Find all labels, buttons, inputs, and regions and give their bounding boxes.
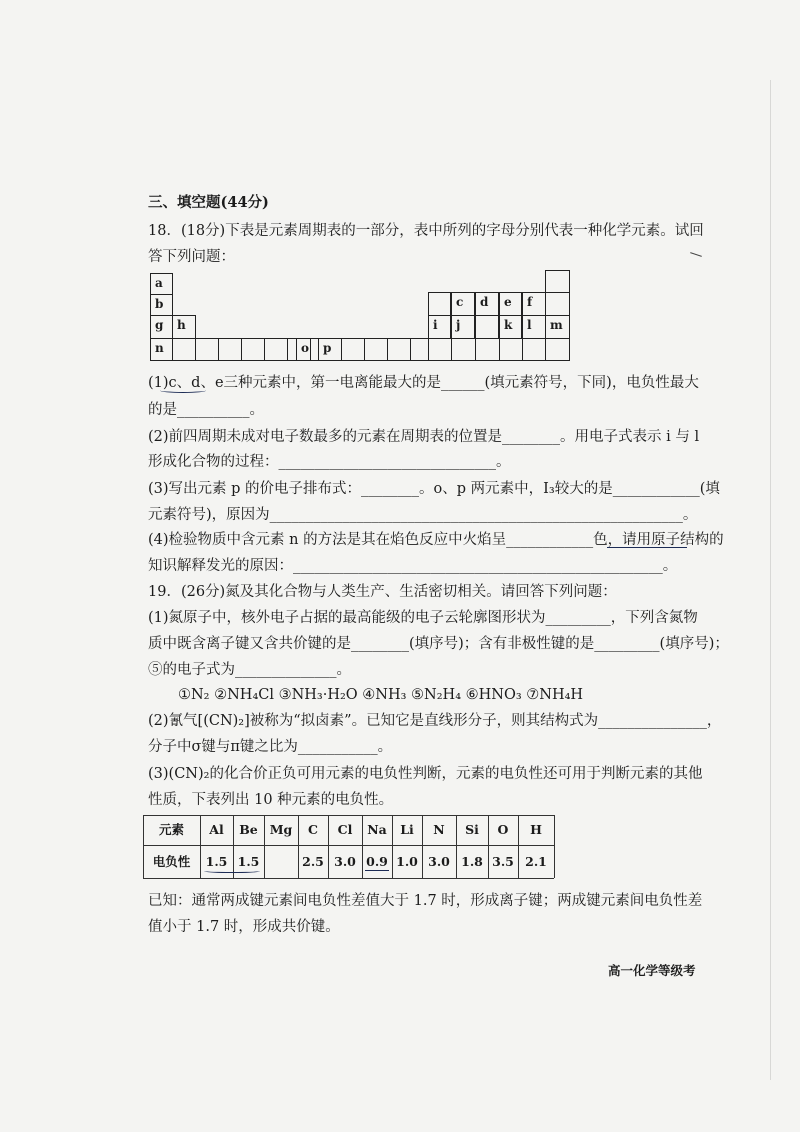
cell-d: d [475, 292, 499, 316]
q18-p3-line2: 元素符号)，原因为_________________________________________________________。 [148, 507, 698, 523]
q18-p2-line2: 形成化合物的过程：______________________________。 [148, 454, 511, 470]
cell-top-right [545, 270, 570, 293]
cell-l: l [522, 315, 546, 339]
q18-intro-line1: 18．(18分)下表是元素周期表的一部分，表中所列的字母分别代表一种化学元素。试回 [148, 223, 704, 239]
pen-underline [160, 388, 206, 393]
cell-r4-10 [341, 338, 365, 361]
cell-row2-6 [545, 292, 570, 316]
q19-known-line2: 值小于 1.7 时，形成共价键。 [148, 919, 340, 935]
element-cl: Cl [337, 822, 353, 837]
cell-j: j [451, 315, 475, 339]
element-si: Si [465, 822, 479, 837]
value-li: 1.0 [396, 854, 418, 869]
cell-r4-18 [522, 338, 546, 361]
pen-underline [607, 545, 687, 548]
q18-intro-line2: 答下列问题： [148, 249, 235, 265]
header-electronegativity: 电负性 [152, 854, 191, 869]
cell-r4-11 [364, 338, 388, 361]
scan-edge [770, 80, 771, 1080]
cell-row3-empty [475, 315, 499, 339]
element-li: Li [400, 822, 414, 837]
cell-r4-4 [218, 338, 242, 361]
element-n: N [433, 822, 445, 837]
cell-r4-17 [499, 338, 523, 361]
table-rule [554, 815, 555, 878]
q19-p1-line2: 质中既含离子键又含共价键的是________(填序号)；含有非极性键的是_________(填序号)； [148, 636, 729, 652]
cell-g: g [150, 315, 173, 339]
q19-intro: 19．(26分)氮及其化合物与人类生产、生活密切相关。请回答下列问题： [148, 584, 617, 600]
value-na: 0.9 [366, 854, 388, 869]
element-na: Na [367, 822, 387, 837]
cell-m: m [545, 315, 570, 339]
q18-p4-line2: 知识解释发光的原因：___________________________________________________。 [148, 558, 678, 574]
cell-c: c [451, 292, 475, 316]
cell-r4-3 [195, 338, 219, 361]
q18-p4-line1: (4)检验物质中含元素 n 的方法是其在焰色反应中火焰呈____________色，请用原子结构的 [148, 532, 724, 548]
q18-p3-line1: (3)写出元素 p 的价电子排布式：________。o、p 两元素中，I₃较大的是____________(填 [148, 481, 720, 497]
cell-n: n [150, 338, 173, 361]
cell-r4-15 [451, 338, 476, 361]
q19-p2-line2: 分子中σ键与π键之比为___________。 [148, 739, 393, 755]
element-be: Be [239, 822, 258, 837]
cell-h: h [172, 315, 196, 339]
table-rule [143, 878, 554, 879]
q19-p2-line1: (2)氰气[(CN)₂]被称为“拟卤素”。已知它是直线形分子，则其结构式为_______________， [148, 713, 722, 729]
q18-p1-line1: (1)c、d、e三种元素中，第一电离能最大的是______(填元素符号，下同)，电负性最大 [148, 375, 699, 391]
pen-stroke [690, 252, 702, 257]
cell-p: p [318, 338, 342, 361]
value-o: 3.5 [492, 854, 514, 869]
value-si: 1.8 [461, 854, 483, 869]
cell-f: f [522, 292, 546, 316]
cell-r4-19 [545, 338, 570, 361]
value-n: 3.0 [428, 854, 450, 869]
q19-p3-line1: (3)(CN)₂的化合价正负可用元素的电负性判断，元素的电负性还可用于判断元素的其他 [148, 766, 703, 782]
cell-row2-1 [428, 292, 451, 316]
element-al: Al [209, 822, 224, 837]
element-o: O [497, 822, 509, 837]
q19-known-line1: 已知：通常两成键元素间电负性差值大于 1.7 时，形成离子键；两成键元素间电负性差 [148, 893, 703, 909]
q19-p1-line3: ⑤的电子式为______________。 [148, 662, 351, 678]
cell-r4-16 [475, 338, 500, 361]
value-be: 1.5 [237, 854, 260, 869]
value-c: 2.5 [302, 854, 324, 869]
q18-p1-line2: 的是__________。 [148, 402, 264, 418]
cell-r4-13 [410, 338, 429, 361]
cell-k: k [499, 315, 522, 339]
cell-i: i [428, 315, 451, 339]
q19-p3-line2: 性质，下表列出 10 种元素的电负性。 [148, 792, 394, 808]
header-element: 元素 [158, 822, 184, 837]
q18-p2-line1: (2)前四周期未成对电子数最多的元素在周期表的位置是________。用电子式表示 i 与 l [148, 429, 700, 445]
page-footer: 高一化学等级考 [608, 963, 696, 978]
value-al: 1.5 [205, 854, 228, 869]
element-h: H [530, 822, 542, 837]
pen-underline [204, 868, 260, 873]
q19-p1-line1: (1)氮原子中，核外电子占据的最高能级的电子云轮廓图形状为_________，下列含氮物 [148, 610, 698, 626]
table-rule [143, 845, 554, 846]
value-h: 2.1 [525, 854, 547, 869]
cell-r4-14 [428, 338, 452, 361]
cell-a: a [150, 273, 173, 295]
cell-e: e [499, 292, 522, 316]
section-title: 三、填空题(44分) [148, 194, 269, 211]
q19-compound-list: ①N₂ ②NH₄Cl ③NH₃·H₂O ④NH₃ ⑤N₂H₄ ⑥HNO₃ ⑦NH₄H [178, 687, 584, 703]
cell-r4-12 [387, 338, 411, 361]
pen-underline [365, 868, 389, 871]
element-c: C [308, 822, 318, 837]
element-mg: Mg [269, 822, 293, 837]
value-cl: 3.0 [334, 854, 356, 869]
cell-o: o [296, 338, 319, 361]
cell-b: b [150, 294, 173, 316]
cell-r4-5 [241, 338, 265, 361]
cell-r4-2 [172, 338, 196, 361]
cell-r4-6 [264, 338, 288, 361]
